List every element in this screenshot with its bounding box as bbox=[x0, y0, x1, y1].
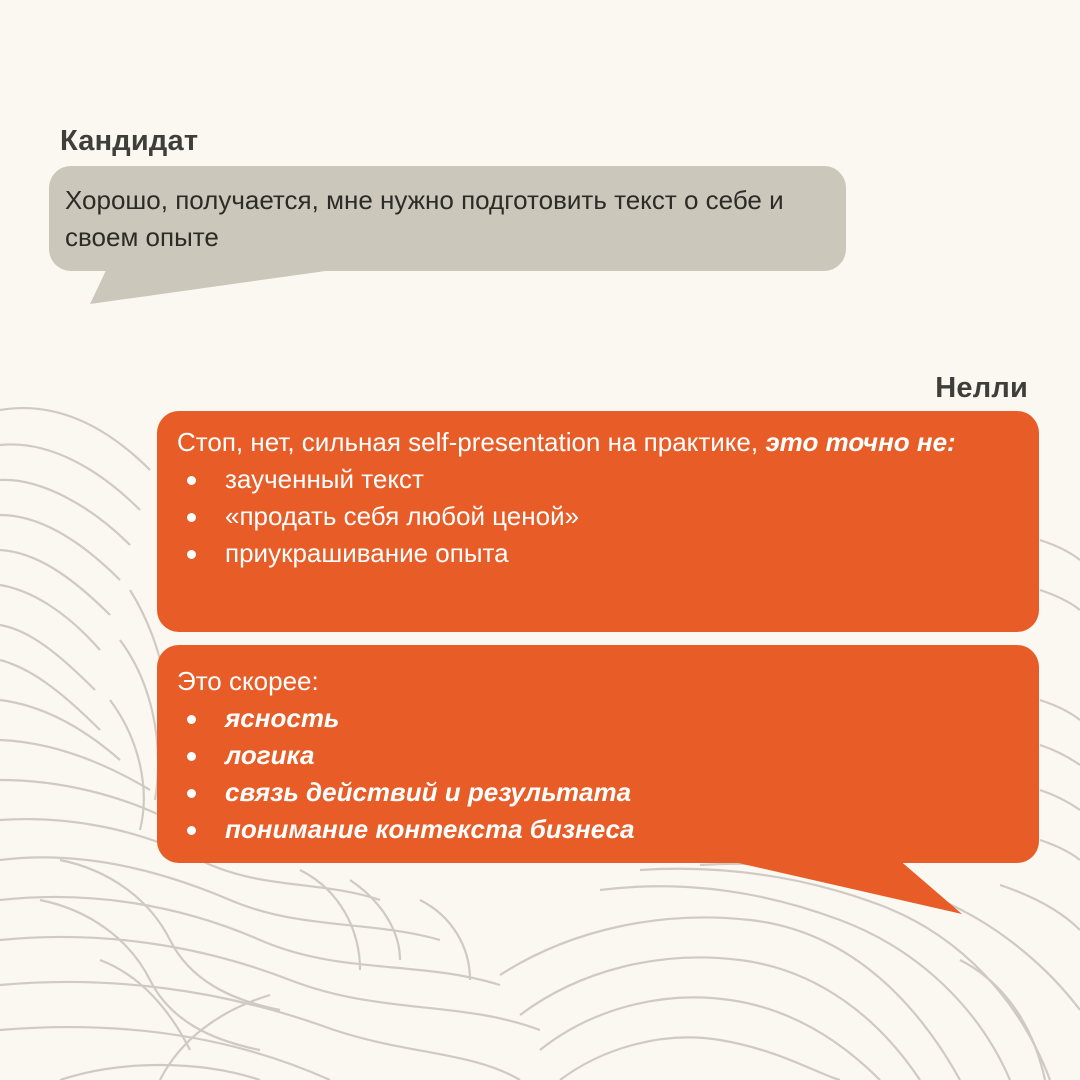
list-item: логика bbox=[177, 737, 1009, 774]
candidate-name: Кандидат bbox=[60, 125, 199, 157]
list-item: заученный текст bbox=[177, 461, 1009, 498]
nelly-intro-emphasis: это точно не: bbox=[765, 427, 956, 457]
list-item: понимание контекста бизнеса bbox=[177, 811, 1009, 848]
nelly-message-bubble-1 bbox=[157, 411, 1039, 632]
nelly-name: Нелли bbox=[935, 372, 1028, 404]
rather-list bbox=[177, 700, 1009, 848]
list-item: «продать себя любой ценой» bbox=[177, 498, 1009, 535]
list-item: связь действий и результата bbox=[177, 774, 1009, 811]
nelly-rather-intro: Это скорее: bbox=[177, 666, 319, 696]
candidate-message-bubble bbox=[49, 166, 846, 271]
nelly-intro-line bbox=[177, 424, 1009, 461]
nelly-message-bubble-2 bbox=[157, 645, 1039, 863]
list-item: ясность bbox=[177, 700, 1009, 737]
not-list bbox=[177, 461, 1009, 572]
nelly-intro-text: Стоп, нет, сильная self-presentation на практике, bbox=[177, 427, 766, 457]
candidate-message-text: Хорошо, получается, мне нужно подготовить текст о себе и своем опыте bbox=[65, 185, 784, 252]
list-item: приукрашивание опыта bbox=[177, 535, 1009, 572]
